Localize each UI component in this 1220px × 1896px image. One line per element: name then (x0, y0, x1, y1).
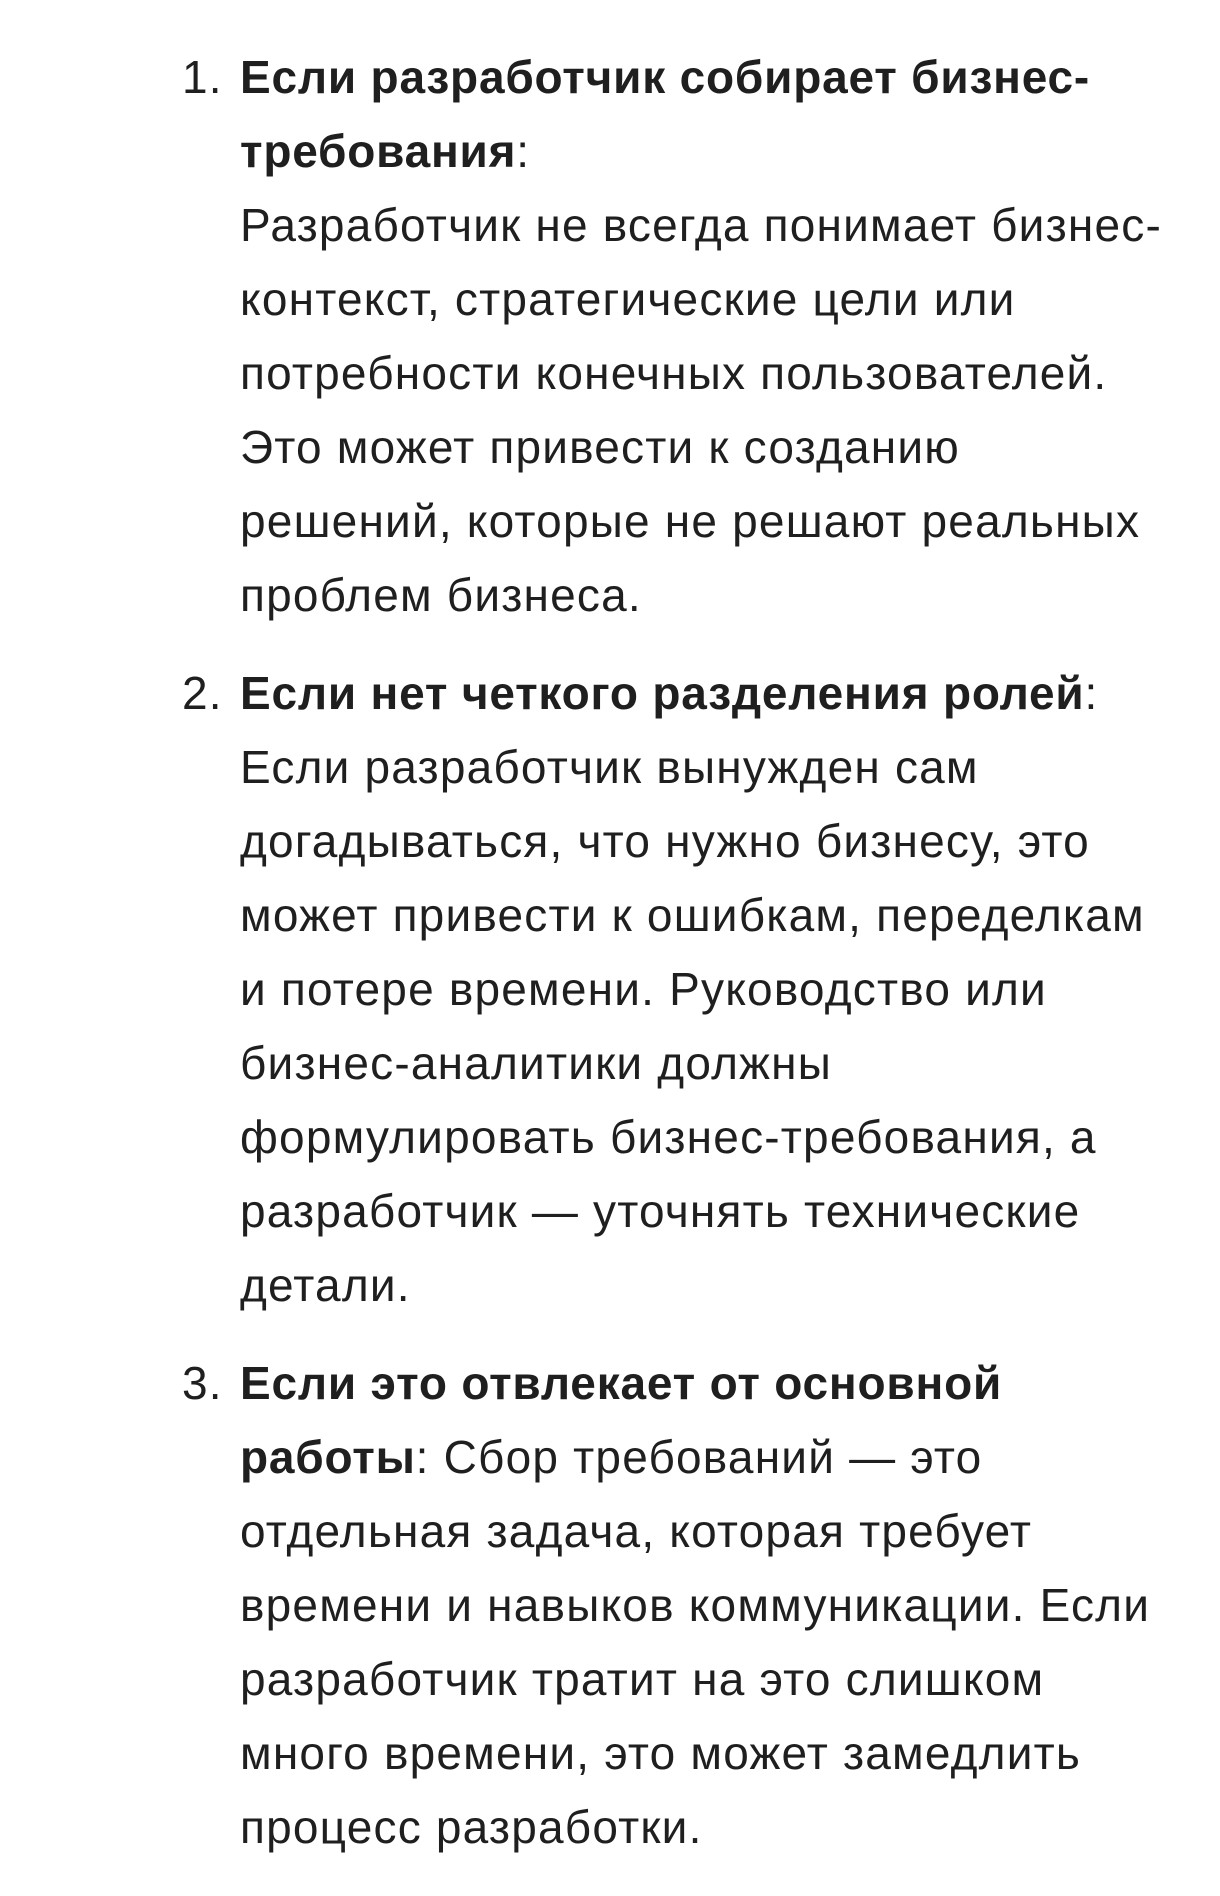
list-item-heading: Если это отвлекает от основной работы (240, 1357, 1003, 1483)
list-item-separator: : (415, 1431, 444, 1483)
list-item-heading: Если разработчик собирает бизнес-требования (240, 51, 1090, 177)
list-item (182, 40, 1180, 632)
list-item-heading: Если нет четкого разделения ролей (240, 667, 1085, 719)
list-item-separator: : (516, 125, 531, 177)
numbered-list (0, 40, 1220, 1864)
list-item-body: Сбор требований — это отдельная задача, которая требует времени и навыков коммуникации. Если разработчик тратит на это слишком много времени, это может замедлить процесс разработки. (240, 1431, 1151, 1853)
list-item-number: 3. (182, 1357, 223, 1409)
list-item-body: Разработчик не всегда понимает бизнес-контекст, стратегические цели или потребности конечных пользователей. Это может привести к созданию решений, которые не решают реальных проблем бизнеса. (240, 199, 1162, 621)
list-item-number: 2. (182, 667, 223, 719)
list-item-number: 1. (182, 51, 223, 103)
list-item (182, 656, 1180, 1322)
list-item-separator: : (1084, 667, 1099, 719)
list-item (182, 1346, 1180, 1864)
list-item-body: Если разработчик вынужден сам догадываться, что нужно бизнесу, это может привести к ошибкам, переделкам и потере времени. Руководство или бизнес-аналитики должны формулировать бизнес-требования, а разработчик — уточнять технические детали. (240, 741, 1145, 1311)
